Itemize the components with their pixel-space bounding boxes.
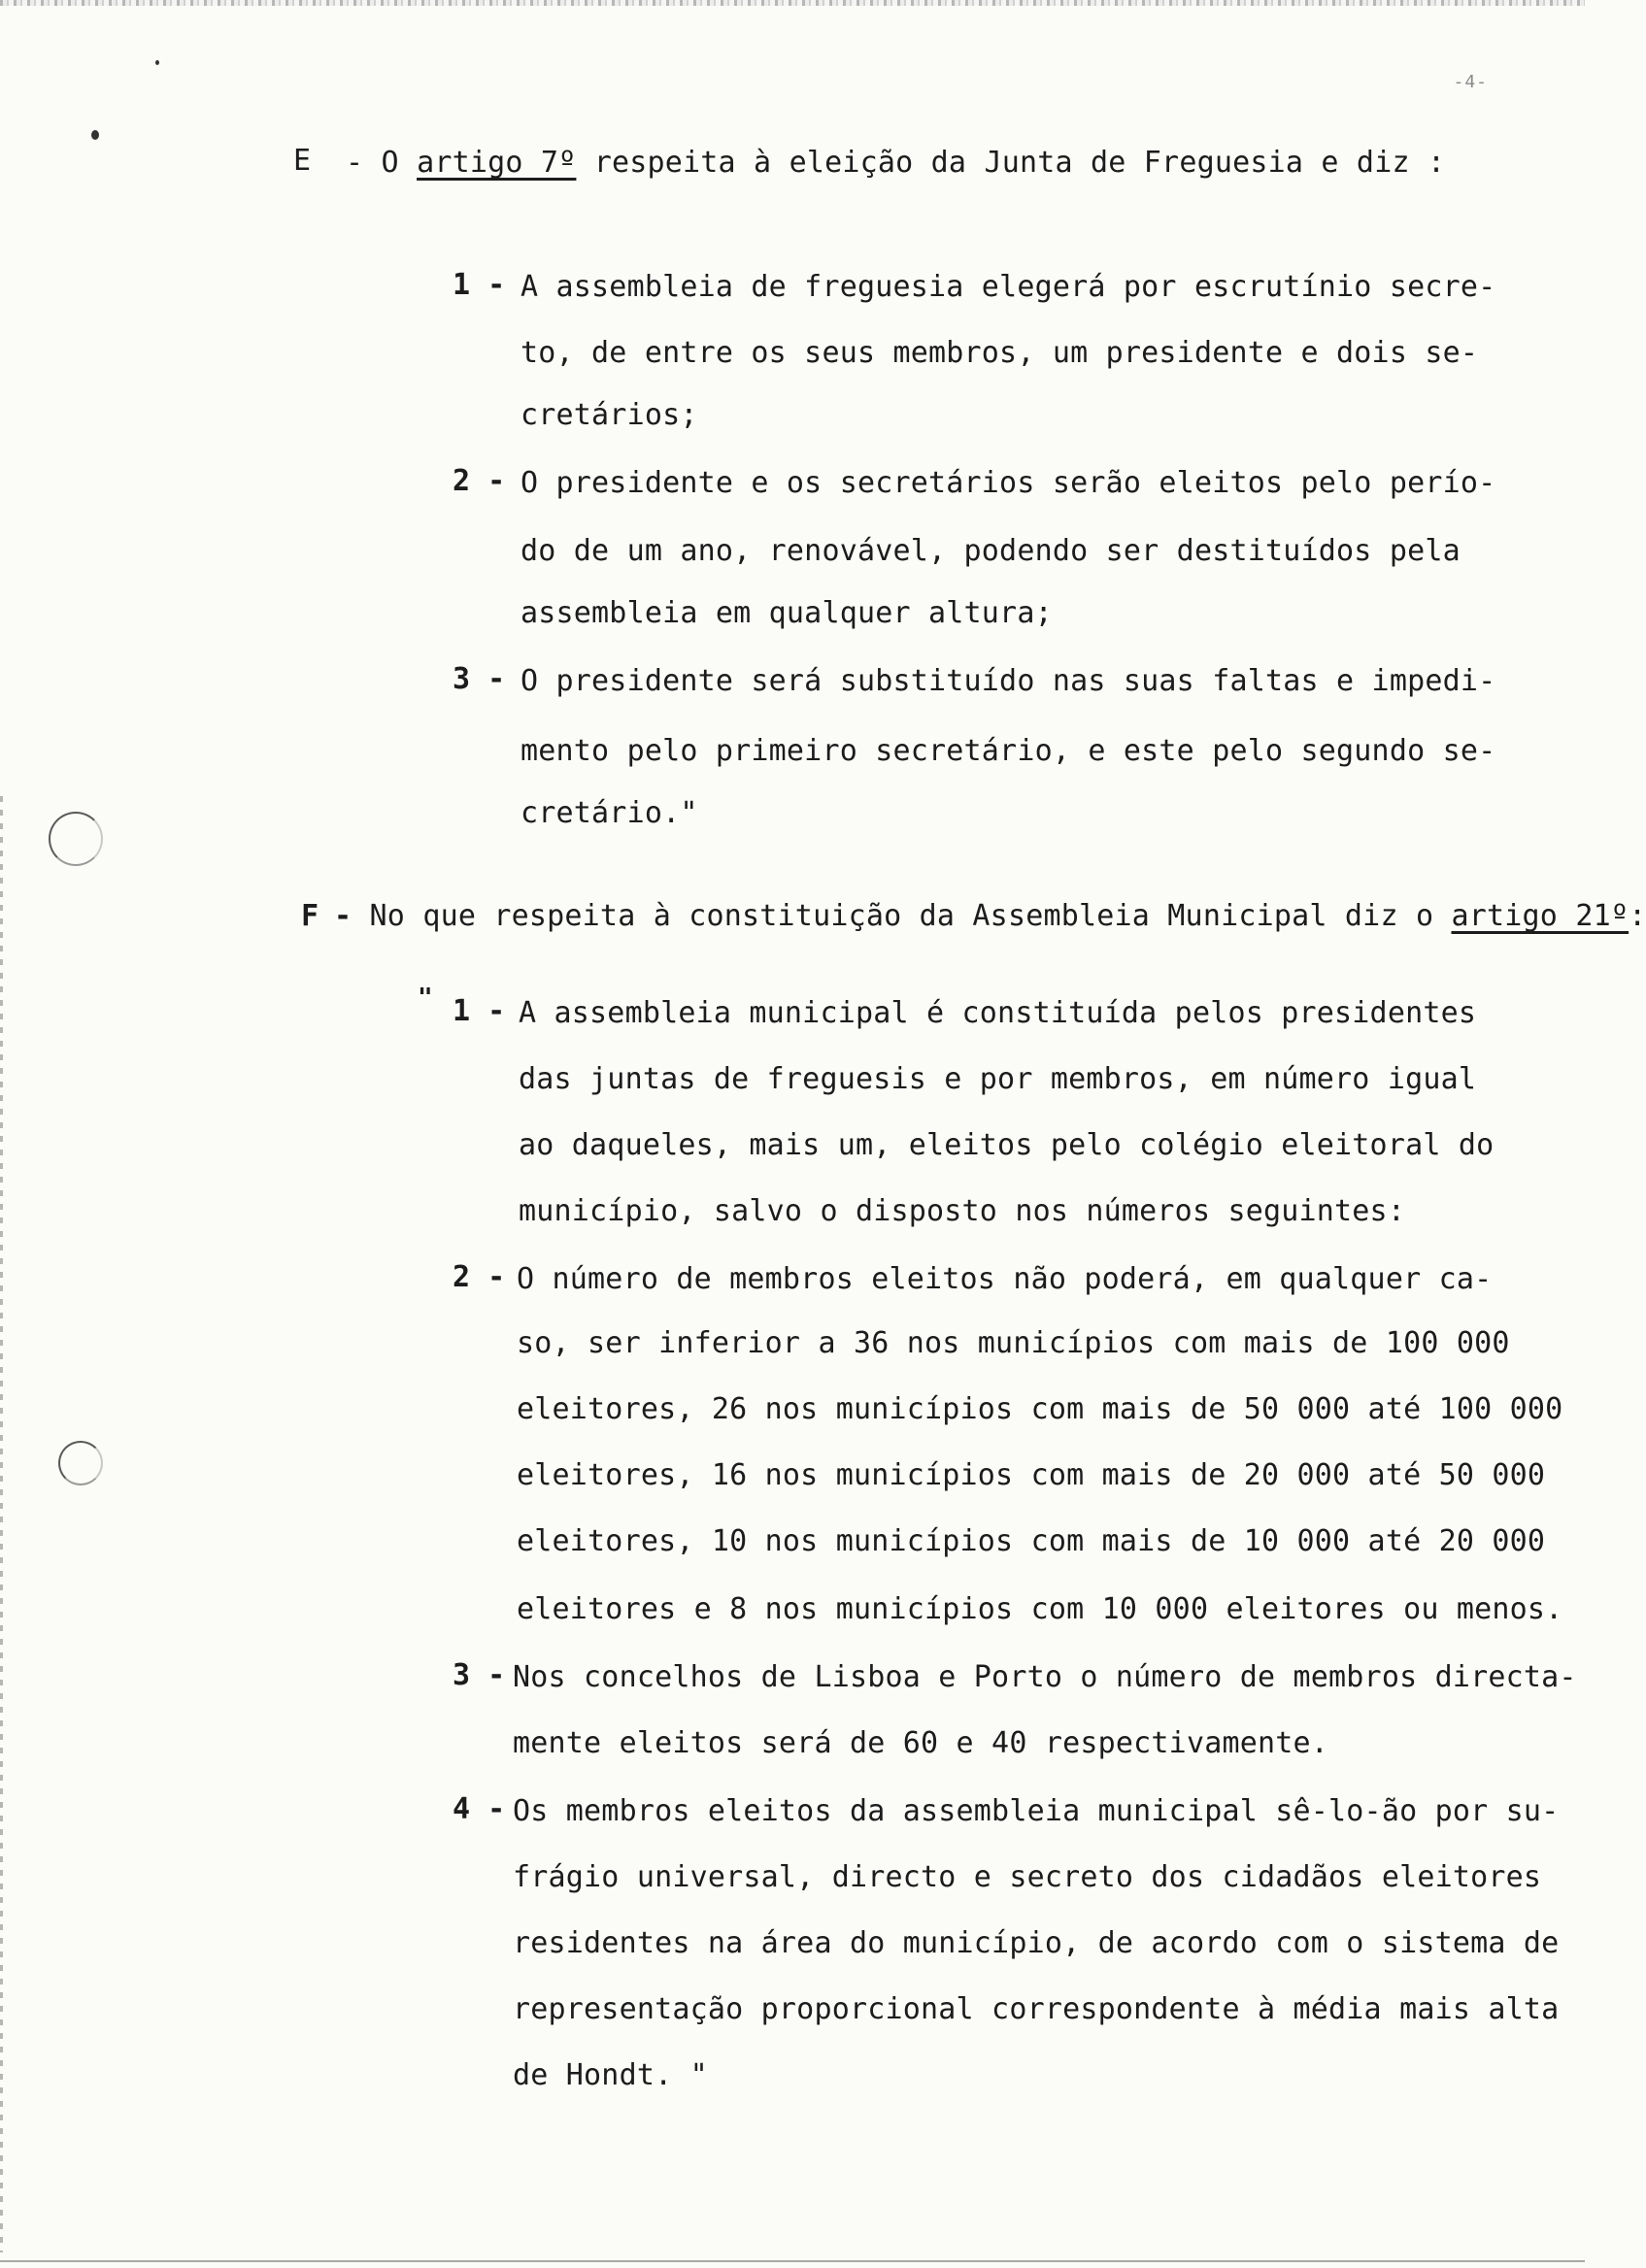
section-f-item-3-line-2: mente eleitos será de 60 e 40 respectivamente. — [513, 1726, 1329, 1760]
section-f-item-4-line-1: Os membros eleitos da assembleia municipal sê-lo-ão por su- — [513, 1794, 1560, 1828]
section-f-item-4-line-4: representação proporcional correspondente à média mais alta — [513, 1992, 1560, 2026]
section-f-item-1-line-1: A assembleia municipal é constituída pelos presidentes — [519, 996, 1477, 1030]
section-f-item-2-line-4: eleitores, 16 nos municípios com mais de 20 000 até 50 000 — [517, 1458, 1546, 1492]
section-f-item-1-line-4: município, salvo o disposto nos números seguintes: — [519, 1194, 1406, 1228]
section-e-item-3-line-2: mento pelo primeiro secretário, e este pelo segundo se- — [521, 734, 1496, 768]
section-e-item-2-line-2: do de um ano, renovável, podendo ser destituídos pela — [521, 534, 1461, 568]
section-e-item-2-number: 2 - — [453, 464, 506, 498]
scan-speck — [155, 60, 159, 65]
section-f-item-2-line-1: O número de membros eleitos não poderá, em qualquer ca- — [517, 1262, 1493, 1296]
section-f-item-1-line-2: das juntas de freguesis e por membros, em número igual — [519, 1062, 1477, 1096]
section-f-item-1-line-3: ao daqueles, mais um, eleitos pelo colégio eleitoral do — [519, 1128, 1495, 1162]
section-e-item-3-number: 3 - — [453, 662, 506, 696]
section-e-article: artigo 7º — [417, 146, 577, 180]
section-e-item-2-line-1: O presidente e os secretários serão eleitos pelo perío- — [521, 466, 1496, 500]
section-f-intro-pre: No que respeita à constituição da Assembleia Municipal diz o — [369, 899, 1434, 933]
section-e-item-1-line-3: cretários; — [521, 398, 698, 432]
section-f-item-4-line-2: frágio universal, directo e secreto dos cidadãos eleitores — [513, 1860, 1542, 1894]
section-f-item-3-number: 3 - — [453, 1658, 506, 1692]
section-f-intro — [334, 899, 1646, 934]
punch-hole-top — [49, 812, 103, 866]
section-e-intro-post: respeita à eleição da Junta de Freguesia e diz : — [593, 146, 1446, 180]
section-f-item-3-line-1: Nos concelhos de Lisboa e Porto o número de membros directa- — [513, 1660, 1577, 1694]
section-e-item-2-line-3: assembleia em qualquer altura; — [521, 596, 1053, 630]
section-f-item-2-number: 2 - — [453, 1260, 506, 1294]
section-f-item-2-line-5: eleitores, 10 nos municípios com mais de 10 000 até 20 000 — [517, 1524, 1546, 1558]
section-f-item-4-number: 4 - — [453, 1792, 506, 1826]
section-f-item-2-line-2: so, ser inferior a 36 nos municípios com mais de 100 000 — [517, 1326, 1510, 1360]
section-e-letter: E — [293, 144, 312, 178]
section-f-item-2-line-6: eleitores e 8 nos municípios com 10 000 eleitores ou menos. — [517, 1592, 1563, 1626]
section-e-item-1-line-1: A assembleia de freguesia elegerá por escrutínio secre- — [521, 270, 1496, 304]
section-e-item-1-number: 1 - — [453, 268, 506, 302]
section-e-item-1-line-2: to, de entre os seus membros, um presidente e dois se- — [521, 336, 1479, 370]
section-e-item-3-line-3: cretário." — [521, 796, 698, 830]
section-e-intro-pre: O — [381, 146, 399, 180]
section-f-intro-post: : — [1629, 899, 1646, 933]
scan-edge-bottom — [0, 2260, 1585, 2262]
section-f-item-2-line-3: eleitores, 26 nos municípios com mais de 50 000 até 100 000 — [517, 1392, 1563, 1426]
scan-speck — [91, 130, 99, 140]
section-f-letter: F — [301, 899, 319, 933]
section-f-item-4-line-3: residentes na área do município, de acordo com o sistema de — [513, 1926, 1560, 1960]
section-f-dash: - — [334, 899, 353, 933]
scan-edge-top — [0, 0, 1585, 6]
scan-edge-left — [0, 796, 3, 2252]
section-f-open-quote: " — [418, 984, 433, 1013]
section-e-intro — [346, 146, 1445, 181]
page-number: -4- — [1453, 72, 1488, 92]
section-e-dash: - — [346, 146, 364, 180]
section-f-item-4-line-5: de Hondt. " — [513, 2058, 708, 2092]
section-f-article: artigo 21º — [1451, 899, 1629, 933]
section-f-item-1-number: 1 - — [453, 994, 506, 1028]
section-e-item-3-line-1: O presidente será substituído nas suas faltas e impedi- — [521, 664, 1496, 698]
punch-hole-bottom — [58, 1441, 103, 1485]
